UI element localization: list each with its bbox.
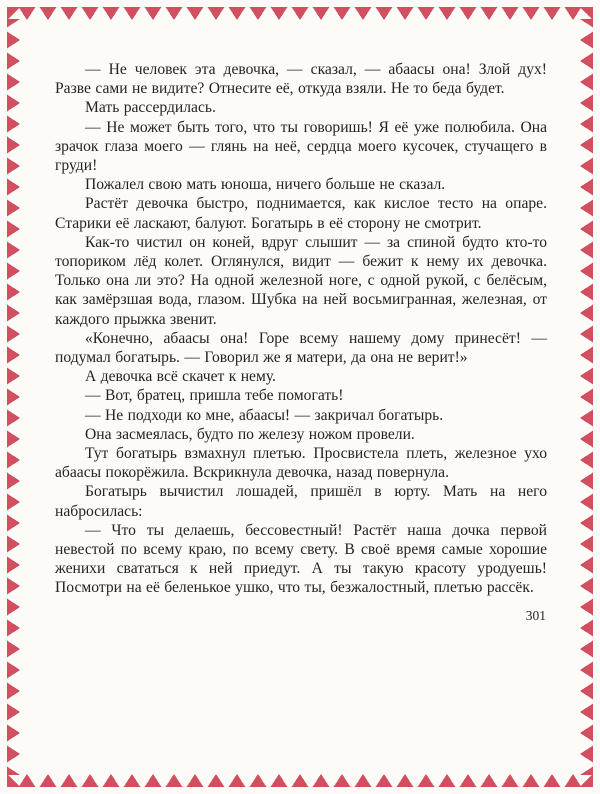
decorative-border-corner-top-left — [7, 7, 20, 20]
paragraph: — Не может быть того, что ты говоришь! Я её уже полюбила. Она зрачок глаза моего — глянь на неё, сердца моего кусочек, стучащего в груди! — [55, 118, 547, 175]
decorative-border-right — [580, 19, 593, 775]
paragraph: «Конечно, абаасы она! Горе всему нашему дому принесёт! — подумал богатырь. — Говорил же я матери, да она не верит!» — [55, 329, 547, 367]
decorative-border-bottom — [19, 774, 581, 787]
paragraph: Она засмеялась, будто по железу ножом провели. — [85, 425, 415, 443]
story-text-block — [55, 60, 547, 625]
decorative-border-top — [19, 7, 581, 20]
paragraph: Как-то чистил он коней, вдруг слышит — за спиной будто кто-то топориком лёд колет. Оглянулся, видит — бежит к нему их девочка. Только она ли это? На одной железной ноге, с одной рукой, с белёсым, как замёрзшая вода, глазом. Шубка на ней восьмигранная, железная, от каждого прыжка звенит. — [55, 233, 547, 328]
paragraph: Пожалел свою мать юноша, ничего больше не сказал. — [85, 176, 446, 194]
paragraph: Богатырь вычистил лошадей, пришёл в юрту. Мать на него набросилась: — [55, 483, 547, 520]
decorative-border-corner-bottom-left — [7, 774, 20, 787]
paragraph: — Не подходи ко мне, абаасы! — закричал богатырь. — [85, 406, 444, 424]
paragraph: Тут богатырь взмахнул плетью. Просвистела плеть, железное ухо абаасы покорёжила. Вскрикнула девочка, назад повернула. — [55, 445, 547, 482]
decorative-border-corner-bottom-right — [580, 774, 593, 787]
page-number: 301 — [525, 607, 546, 623]
paragraph: — Не человек эта девочка, — сказал, — абаасы она! Злой дух! Разве сами не видите? Отнесите её, откуда взяли. Не то беда будет. — [55, 61, 547, 98]
decorative-border-corner-top-right — [580, 7, 593, 20]
paragraph: — Вот, братец, пришла тебе помогать! — [85, 387, 344, 405]
paragraph: — Что ты делаешь, бессовестный! Растёт наша дочка первой невестой по всему краю, по всему свету. В своё время самые хорошие женихи свататься к ней приедут. А ты такую красоту уродуешь! Посмотри на её беленькое ушко, что ты, безжалостный, плетью рассёк. — [55, 521, 547, 597]
paragraph: Мать рассердилась. — [85, 99, 216, 117]
decorative-border-left — [7, 19, 20, 775]
paragraph: А девочка всё скачет к нему. — [85, 368, 276, 386]
paragraph: Растёт девочка быстро, поднимается, как кислое тесто на опаре. Старики её ласкают, балуют. Богатырь в её сторону не смотрит. — [55, 195, 547, 232]
